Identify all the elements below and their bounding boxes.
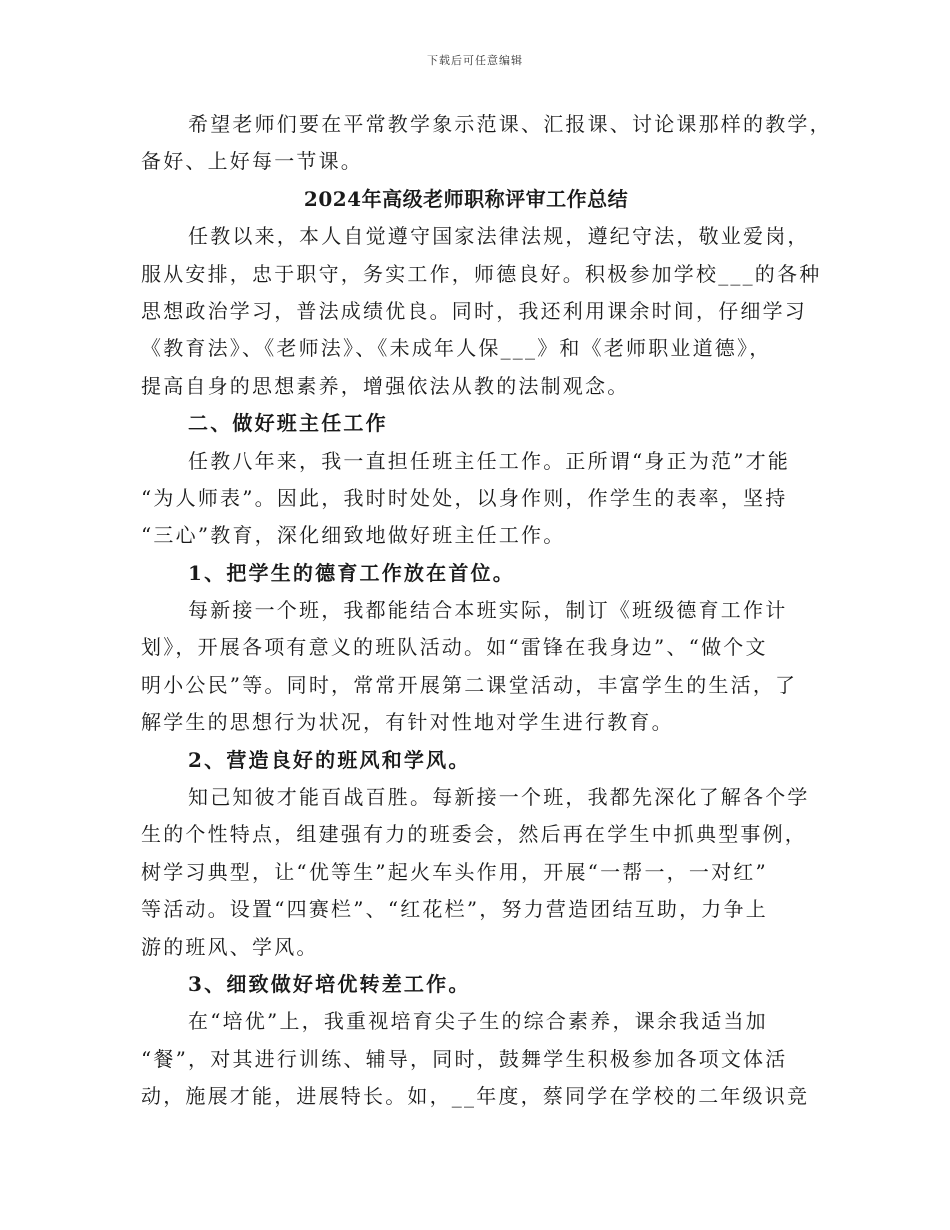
paragraph-line: 生的个性特点，组建强有力的班委会，然后再在学生中抓典型事例， bbox=[141, 822, 807, 847]
paragraph-line: 任教以来，本人自觉遵守国家法律法规，遵纪守法，敬业爱岗， bbox=[188, 224, 810, 249]
paragraph-line: 动，施展才能，进展特长。如，__年度，蔡同学在学校的二年级识竞 bbox=[141, 1084, 810, 1109]
paragraph-line: 每新接一个班，我都能结合本班实际，制订《班级德育工作计 bbox=[188, 598, 788, 623]
paragraph-line: 希望老师们要在平常教学象示范课、汇报课、讨论课那样的教学， bbox=[188, 112, 832, 136]
paragraph-line: 游的班风、学风。 bbox=[141, 934, 319, 959]
paragraph-line: 在“培优”上，我重视培育尖子生的综合素养，课余我适当加 bbox=[188, 1009, 768, 1034]
subsection-heading: 3、细致做好培优转差工作。 bbox=[188, 971, 471, 996]
paragraph-line: “为人师表”。因此，我时时处处，以身作则，作学生的表率，坚持 bbox=[141, 485, 788, 510]
paragraph-line: 树学习典型，让“优等生”起火车头作用，开展“一帮一，一对红” bbox=[141, 859, 768, 884]
section-heading: 二、做好班主任工作 bbox=[188, 411, 388, 436]
paragraph-line: 解学生的思想行为状况，有针对性地对学生进行教育。 bbox=[141, 710, 674, 735]
paragraph-line: 明小公民”等。同时，常常开展第二课堂活动，丰富学生的生活，了 bbox=[141, 672, 798, 697]
paragraph-line: 《教育法》、《老师法》、《未成年人保___》和《老师职业道德》， bbox=[141, 336, 772, 361]
paragraph-line: 备好、上好每一节课。 bbox=[141, 149, 363, 174]
document-body bbox=[141, 106, 832, 1116]
paragraph-line: 划》，开展各项有意义的班队活动。如“雷锋在我身边”、“做个文 bbox=[141, 635, 768, 660]
paragraph-line: “三心”教育，深化细致地做好班主任工作。 bbox=[141, 523, 566, 548]
document-title: 2024年高级老师职称评审工作总结 bbox=[303, 186, 629, 211]
paragraph-line: 思想政治学习，普法成绩优良。同时，我还利用课余时间，仔细学习 bbox=[141, 298, 807, 323]
subsection-heading: 2、营造良好的班风和学风。 bbox=[188, 747, 471, 772]
paragraph-line: 等活动。设置“四赛栏”、“红花栏”，努力营造团结互助，力争上 bbox=[141, 897, 768, 922]
subsection-heading: 1、把学生的德育工作放在首位。 bbox=[188, 560, 515, 585]
paragraph-line: 任教八年来，我一直担任班主任工作。正所谓“身正为范”才能 bbox=[188, 448, 791, 473]
paragraph-line: 知己知彼才能百战百胜。每新接一个班，我都先深化了解各个学 bbox=[188, 785, 810, 810]
paragraph-line: 提高自身的思想素养，增强依法从教的法制观念。 bbox=[141, 373, 630, 398]
paragraph-line: 服从安排，忠于职守，务实工作，师德良好。积极参加学校___的各种 bbox=[141, 261, 822, 286]
paragraph-line: “餐”，对其进行训练、辅导，同时，鼓舞学生积极参加各项文体活 bbox=[141, 1046, 788, 1071]
page-header: 下载后可任意编辑 bbox=[427, 54, 523, 67]
